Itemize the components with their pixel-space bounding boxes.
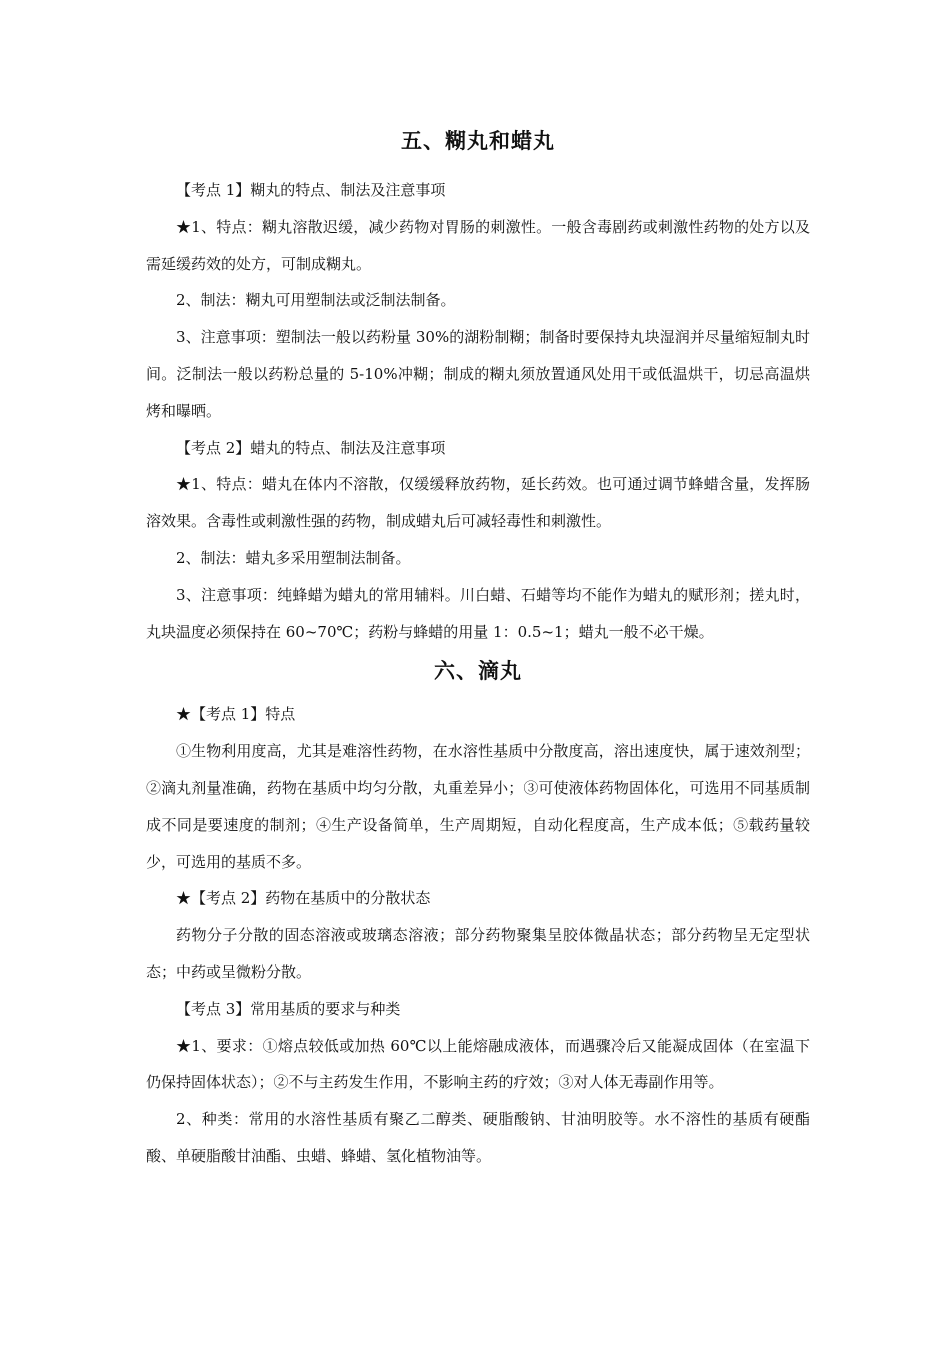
paragraph: 2、制法：糊丸可用塑制法或泛制法制备。 — [176, 291, 456, 310]
paragraph: 2、种类：常用的水溶性基质有聚乙二醇类、硬脂酸钠、甘油明胶等。水不溶性的基质有硬酯酸、单硬脂酸甘油酯、虫蜡、蜂蜡、氢化植物油等。 — [146, 1110, 810, 1165]
paragraph: 3、注意事项：纯蜂蜡为蜡丸的常用辅料。川白蜡、石蜡等均不能作为蜡丸的赋形剂；搓丸时，丸块温度必须保持在 60~70℃；药粉与蜂蜡的用量 1：0.5~1；蜡丸一般不必干燥。 — [146, 585, 810, 641]
paragraph: 3、注意事项：塑制法一般以药粉量 30%的湖粉制糊；制备时要保持丸块湿润并尽量缩短制丸时间。泛制法一般以药粉总量的 5-10%冲糊；制成的糊丸须放置通风处用干或低温烘干，切忌高温烘烤和曝晒。 — [146, 328, 810, 420]
paragraph: 药物分子分散的固态溶液或玻璃态溶液；部分药物聚集呈胶体微晶状态；部分药物呈无定型状态；中药或呈微粉分散。 — [146, 926, 810, 981]
paragraph: 2、制法：蜡丸多采用塑制法制备。 — [176, 548, 411, 567]
paragraph: ★1、特点：蜡丸在体内不溶散，仅缓缓释放药物，延长药效。也可通过调节蜂蜡含量，发挥肠溶效果。含毒性或刺激性强的药物，制成蜡丸后可减轻毒性和刺激性。 — [146, 475, 810, 531]
paragraph: ①生物利用度高，尤其是难溶性药物，在水溶性基质中分散度高，溶出速度快，属于速效剂型；②滴丸剂量准确，药物在基质中均匀分散，丸重差异小；③可使液体药物固体化，可选用不同基质制成不同是要速度的制剂；④生产设备简单，生产周期短，自动化程度高，生产成本低；⑤载药量较少，可选用的基质不多。 — [146, 742, 810, 871]
exam-point-heading: ★【考点 2】药物在基质中的分散状态 — [176, 889, 431, 908]
document-page — [146, 126, 810, 1175]
paragraph: ★1、要求：①熔点较低或加热 60℃以上能熔融成液体，而遇骤冷后又能凝成固体（在室温下仍保持固体状态）；②不与主药发生作用，不影响主药的疗效；③对人体无毒副作用等。 — [146, 1036, 810, 1092]
exam-point-heading: 【考点 3】常用基质的要求与种类 — [176, 999, 401, 1018]
exam-point-heading: 【考点 2】蜡丸的特点、制法及注意事项 — [176, 438, 446, 457]
exam-point-heading: 【考点 1】糊丸的特点、制法及注意事项 — [176, 181, 446, 199]
section-title-dripping-pills: 六、滴丸 — [434, 659, 522, 684]
paragraph: ★1、特点：糊丸溶散迟缓，减少药物对胃肠的刺激性。一般含毒剧药或刺激性药物的处方以及需延缓药效的处方，可制成糊丸。 — [146, 217, 810, 273]
exam-point-heading: ★【考点 1】特点 — [176, 705, 296, 724]
section-title-paste-and-wax-pills: 五、糊丸和蜡丸 — [401, 129, 555, 153]
